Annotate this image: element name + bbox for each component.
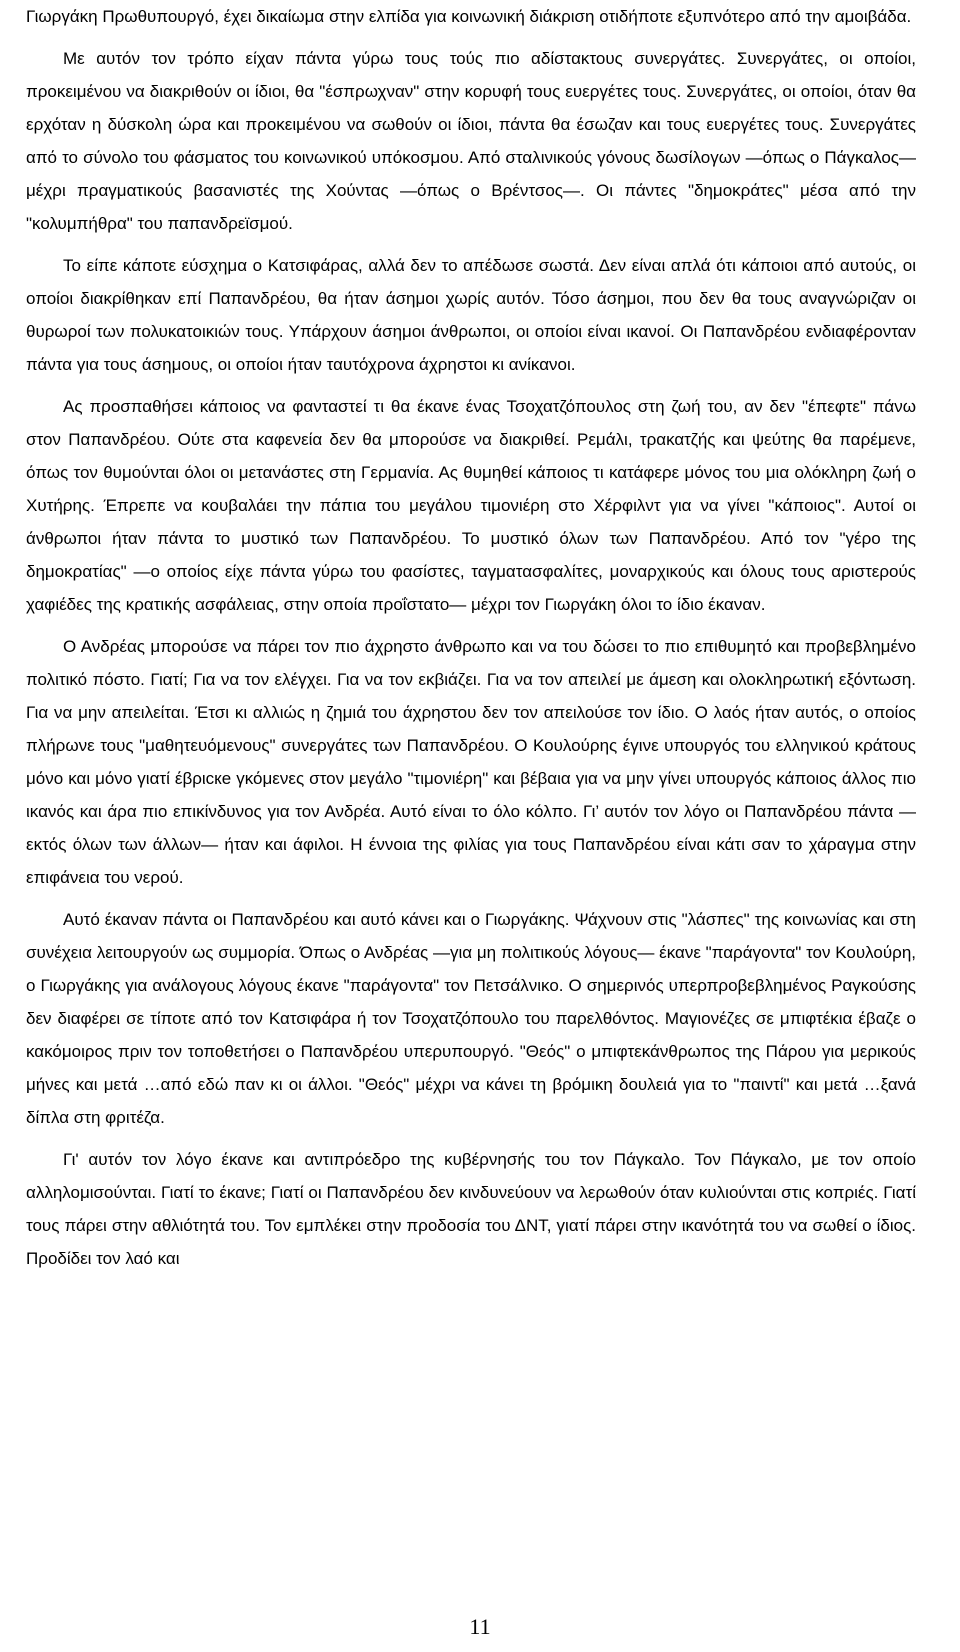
- paragraph-2: Με αυτόν τον τρόπο είχαν πάντα γύρω τους τούς πιο αδίστακτους συνεργάτες. Συνεργάτες, οι οποίοι, προκειμένου να διακριθούν οι ίδιοι, θα "έσπρωχναν" στην κορυφή τους ευεργέτες τους. Συνεργάτες, οι οποίοι, όταν θα ερχόταν η δύσκολη ώρα και προκειμένου να σωθούν οι ίδιοι, πάντα θα έσωζαν και τους ευεργέτες τους. Συνεργάτες από το σύνολο του φάσματος του κοινωνικού υπόκοσμου. Από σταλινικούς γόνους δωσίλογων —όπως ο Πάγκαλος— μέχρι πραγματικούς βασανιστές της Χούντας —όπως ο Βρέντσος—. Οι πάντες "δημοκράτες" μέσα από την "κολυμπήθρα" του παπανδρεϊσμού.: [26, 49, 916, 233]
- paragraph-1: Γιωργάκη Πρωθυπουργό, έχει δικαίωμα στην ελπίδα για κοινωνική διάκριση οτιδήποτε εξυπνότερο από την αμοιβάδα.: [26, 7, 912, 26]
- paragraph-6: Αυτό έκαναν πάντα οι Παπανδρέου και αυτό κάνει και ο Γιωργάκης. Ψάχνουν στις "λάσπες" της κοινωνίας και στη συνέχεια λειτουργούν ως συμμορία. Όπως ο Ανδρέας —για μη πολιτικούς λόγους— έκανε "παράγοντα" τον Κουλούρη, ο Γιωργάκης για ανάλογους λόγους έκανε "παράγοντα" τον Πετσάλνικο. Ο σημερινός υπερπροβεβλημένος Ραγκούσης δεν διαφέρει σε τίποτε από τον Κατσιφάρα ή τον Τσοχατζόπουλο του παρελθόντος. Μαγιονέζες σε μπιφτέκια έβαζε ο κακόμοιρος πριν τον τοποθετήσει ο Παπανδρέου υπερυπουργό. "Θεός" ο μπιφτεκάνθρωπος της Πάρου για μερικούς μήνες και μετά …από εδώ παν κι οι άλλοι. "Θεός" μέχρι να κάνει τη βρόμικη δουλειά για το "παιντί" και μετά …ξανά δίπλα στη φριτέζα.: [26, 910, 916, 1127]
- document-body: [26, 0, 916, 1580]
- page-number: 11: [469, 1614, 491, 1639]
- paragraph-3: Το είπε κάποτε εύσχημα ο Κατσιφάρας, αλλά δεν το απέδωσε σωστά. Δεν είναι απλά ότι κάποιοι από αυτούς, οι οποίοι διακρίθηκαν επί Παπανδρέου, θα ήταν άσημοι χωρίς αυτόν. Τόσο άσημοι, που δεν θα τους αναγνώριζαν οι θυρωροί των πολυκατοικιών τους. Υπάρχουν άσημοι άνθρωποι, οι οποίοι είναι ικανοί. Οι Παπανδρέου ενδιαφέρονταν πάντα για τους άσημους, οι οποίοι ήταν ταυτόχρονα άχρηστοι κι ανίκανοι.: [26, 256, 916, 374]
- paragraph-5: Ο Ανδρέας μπορούσε να πάρει τον πιο άχρηστο άνθρωπο και να του δώσει το πιο επιθυμητό και προβεβλημένο πολιτικό πόστο. Γιατί; Για να τον ελέγχει. Για να τον εκβιάζει. Για να τον απειλεί με άμεση και ολοκληρωτική εξόντωση. Για να μην απειλείται. Έτσι κι αλλιώς η ζημιά του άχρηστου δεν τον απειλούσε τον ίδιο. Ο λαός ήταν αυτός, ο οποίος πλήρωνε τους "μαθητευόμενους" συνεργάτες των Παπανδρέου. Ο Κουλούρης έγινε υπουργός του ελληνικού κράτους μόνο και μόνο γιατί έβριске γκόμενες στον μεγάλο "τιμονιέρη" και βέβαια για να μην γίνει υπουργός κάποιος άλλος πιο ικανός και άρα πιο επικίνδυνος για τον Ανδρέα. Αυτό είναι το όλο κόλπο. Γι’ αυτόν τον λόγο οι Παπανδρέου πάντα —εκτός όλων των άλλων— ήταν και άφιλοι. Η έννοια της φιλίας για τους Παπανδρέου είναι κάτι σαν το χάραγμα στην επιφάνεια του νερού.: [26, 637, 916, 887]
- paragraph-7: Γι' αυτόν τον λόγο έκανε και αντιπρόεδρο της κυβέρνησής του τον Πάγκαλο. Τον Πάγκαλο, με τον οποίο αλληλομισούνται. Γιατί το έκανε; Γιατί οι Παπανδρέου δεν κινδυνεύουν να λερωθούν όταν κυλιούνται στις κοπριές. Γιατί τους πάρει στην αθλιότητά του. Τον εμπλέκει στην προδοσία του ΔΝΤ, γιατί πάρει στην ικανότητά του να σωθεί ο ίδιος. Προδίδει τον λαό και: [26, 1150, 916, 1268]
- paragraph-4: Ας προσπαθήσει κάποιος να φανταστεί τι θα έκανε ένας Τσοχατζόπουλος στη ζωή του, αν δεν "έπεφτε" πάνω στον Παπανδρέου. Ούτε στα καφενεία δεν θα μπορούσε να διακριθεί. Ρεμάλι, τρακατζής και ψεύτης θα παρέμενε, όπως τον θυμούνται όλοι οι μετανάστες στη Γερμανία. Ας θυμηθεί κάποιος τι κατάφερε μόνος του μια ολόκληρη ζωή ο Χυτήρης. Έπρεπε να κουβαλάει την πάπια του μεγάλου τιμονιέρη στο Χέρφιλντ για να γίνει "κάποιος". Αυτοί οι άνθρωποι ήταν πάντα το μυστικό των Παπανδρέου. Το μυστικό όλων των Παπανδρέου. Από τον "γέρο της δημοκρατίας" —ο οποίος είχε πάντα γύρω του φασίστες, ταγματασφαλίτες, μοναρχικούς και όλους τους αριστερούς χαφιέδες της κρατικής ασφάλειας, στην οποία προΐστατο— μέχρι τον Γιωργάκη όλοι το ίδιο έκαναν.: [26, 397, 916, 614]
